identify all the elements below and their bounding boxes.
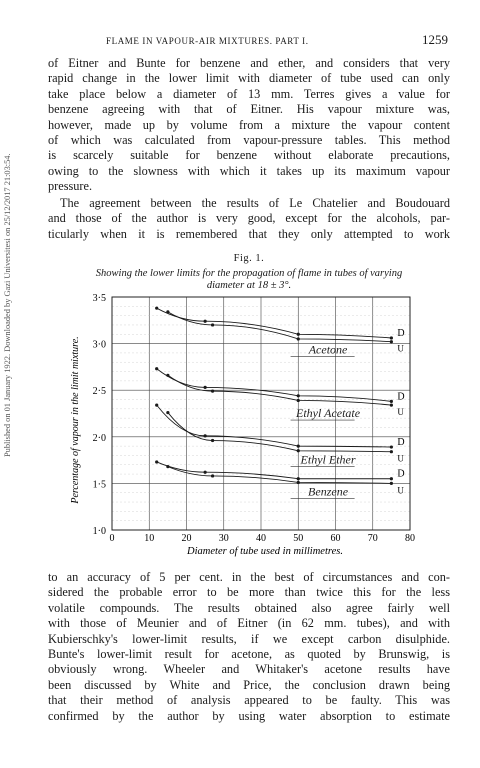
- data-point: [211, 439, 214, 442]
- series-upper-end-label: D: [397, 437, 405, 449]
- x-tick-label: 0: [109, 533, 115, 544]
- y-tick-label: 2·0: [92, 432, 106, 444]
- paragraph-1-line: owing to the slowness with which it takes up its maximum vapour: [48, 163, 450, 178]
- series-acetone: [155, 307, 405, 357]
- x-axis-label: Diameter of tube used in millimetres.: [187, 546, 343, 557]
- data-point: [390, 400, 393, 403]
- axes-layer: [93, 293, 415, 544]
- x-tick-label: 40: [256, 533, 266, 544]
- paragraph-3-line: obviously wrong. Wheeler and Whitaker's acetone results have: [48, 662, 450, 677]
- data-point: [390, 340, 393, 343]
- paragraph-3-line: to an accuracy of 5 per cent. in the best of circumstances and con-: [48, 570, 450, 584]
- data-point: [211, 323, 214, 326]
- data-point: [297, 399, 300, 402]
- paragraph-3-line: with those of Meunier and of Eitner (in 62 mm. tubes), and with: [48, 616, 450, 631]
- y-tick-label: 3·0: [92, 339, 106, 351]
- paragraph-1-line: however, made up by volume from a mixture the vapour content: [48, 117, 450, 132]
- caption-line-2: diameter at 18 ± 3°.: [206, 280, 292, 291]
- paragraph-2-line: ticularly when it is remembered that they only attempted to work: [48, 226, 450, 241]
- paragraph-3-line: volatile compounds. The results obtained also agree fairly well: [48, 600, 450, 615]
- paragraph-3-line: sidered the probable error to be more than twice this for the less: [48, 585, 450, 600]
- paragraph-2: [48, 196, 450, 242]
- x-tick-label: 80: [405, 533, 415, 544]
- data-point: [297, 333, 300, 336]
- series-name-label: Acetone: [308, 342, 348, 357]
- series-lower-end-label: U: [397, 453, 404, 464]
- data-point: [297, 394, 300, 397]
- data-point: [211, 474, 214, 477]
- x-tick-label: 10: [144, 533, 155, 544]
- series-lower-end-label: U: [397, 407, 404, 418]
- series-upper-end-label: D: [397, 328, 405, 340]
- x-tick-label: 30: [218, 533, 229, 544]
- x-tick-label: 60: [330, 533, 341, 544]
- paragraph-3-line: been discussed by White and Price, the conclusion drawn being: [48, 677, 450, 692]
- series-layer: [155, 307, 405, 499]
- series-line-downward: [168, 312, 392, 342]
- data-point: [166, 374, 169, 377]
- download-watermark: Published on 01 January 1922. Downloaded by Gazi Universitesi on 25/12/2017 21:03:54.: [3, 153, 12, 457]
- series-line-downward: [168, 467, 392, 484]
- series-name-label: Ethyl Acetate: [296, 406, 361, 421]
- paragraph-1-line: pressure.: [48, 179, 93, 194]
- series-lower-end-label: U: [397, 343, 404, 354]
- data-point: [204, 434, 207, 437]
- data-point: [297, 449, 300, 452]
- x-tick-label: 70: [367, 533, 378, 544]
- paragraph-1: [48, 56, 450, 195]
- y-tick-label: 2·5: [92, 386, 106, 398]
- series-lower-end-label: U: [397, 485, 404, 496]
- paragraph-1-line: is scarcely suitable for benzene without elaborate precautions,: [48, 148, 450, 163]
- paragraph-1-line: of which was calculated from vapour-pressure tables. This method: [48, 133, 450, 148]
- running-title: FLAME IN VAPOUR-AIR MIXTURES. PART I.: [106, 36, 309, 46]
- data-point: [166, 411, 169, 414]
- paragraph-3-line: confirmed by the author by using water absorption to estimate: [48, 708, 450, 723]
- paragraph-1-line: take place below a diameter of 13 mm. Terres gives a value for: [48, 86, 450, 101]
- paragraph-3-line: that their method of analysis appeared to be faulty. This was: [48, 693, 450, 708]
- data-point: [297, 337, 300, 340]
- data-point: [390, 404, 393, 407]
- series-ethyl-acetate: [155, 367, 405, 420]
- data-point: [155, 307, 158, 310]
- data-point: [204, 386, 207, 389]
- series-name-label: Benzene: [308, 484, 349, 499]
- y-tick-label: 3·5: [92, 293, 106, 304]
- caption-line-1: Showing the lower limits for the propagation of flame in tubes of varying: [95, 268, 403, 279]
- data-point: [155, 404, 158, 407]
- series-ethyl-ether: [155, 404, 405, 467]
- data-point: [390, 477, 393, 480]
- y-tick-label: 1·5: [92, 479, 106, 491]
- series-name-label: Ethyl Ether: [300, 452, 356, 467]
- data-point: [390, 450, 393, 453]
- data-point: [390, 336, 393, 339]
- grid-layer: [112, 297, 410, 530]
- data-point: [297, 477, 300, 480]
- data-point: [297, 481, 300, 484]
- series-line-upward: [157, 462, 392, 479]
- page-number: 1259: [422, 32, 448, 47]
- data-point: [155, 460, 158, 463]
- running-header: [48, 34, 448, 48]
- paragraph-1-line: benzene agreeing with that of Eitner. His vapour mixture was,: [48, 102, 450, 117]
- data-point: [390, 482, 393, 485]
- series-upper-end-label: D: [397, 391, 405, 403]
- x-tick-label: 20: [181, 533, 192, 544]
- series-line-upward: [157, 369, 392, 402]
- paragraph-1-line: of Eitner and Bunte for benzene and ether, and considers that very: [48, 56, 450, 70]
- data-point: [166, 465, 169, 468]
- figure-label: Fig. 1.: [233, 253, 265, 264]
- data-point: [204, 471, 207, 474]
- data-point: [211, 390, 214, 393]
- data-point: [204, 320, 207, 323]
- data-point: [297, 445, 300, 448]
- paragraph-1-line: rapid change in the lower limit with diameter of tube used can only: [48, 71, 450, 86]
- paragraph-3-line: Bunte's lower-limit result for acetone, as quoted by Brunswig, is: [48, 647, 450, 662]
- paragraph-3-line: Kubierschky's lower-limit results, if we except carbon disulphide.: [48, 631, 450, 646]
- y-tick-label: 1·0: [92, 526, 106, 537]
- data-point: [390, 445, 393, 448]
- figure-caption: [48, 268, 450, 292]
- paragraph-2-line: The agreement between the results of Le Chatelier and Boudouard: [60, 196, 450, 210]
- y-axis-label: Percentage of vapour in the limit mixture.: [70, 336, 81, 504]
- data-point: [166, 310, 169, 313]
- paragraph-3: [48, 570, 450, 724]
- series-upper-end-label: D: [397, 468, 405, 480]
- x-tick-label: 50: [293, 533, 304, 544]
- data-point: [155, 367, 158, 370]
- flame-limit-chart: [0, 290, 480, 565]
- series-line-upward: [157, 308, 392, 338]
- paragraph-2-line: and those of the author is very good, except for the alcohols, par-: [48, 211, 450, 226]
